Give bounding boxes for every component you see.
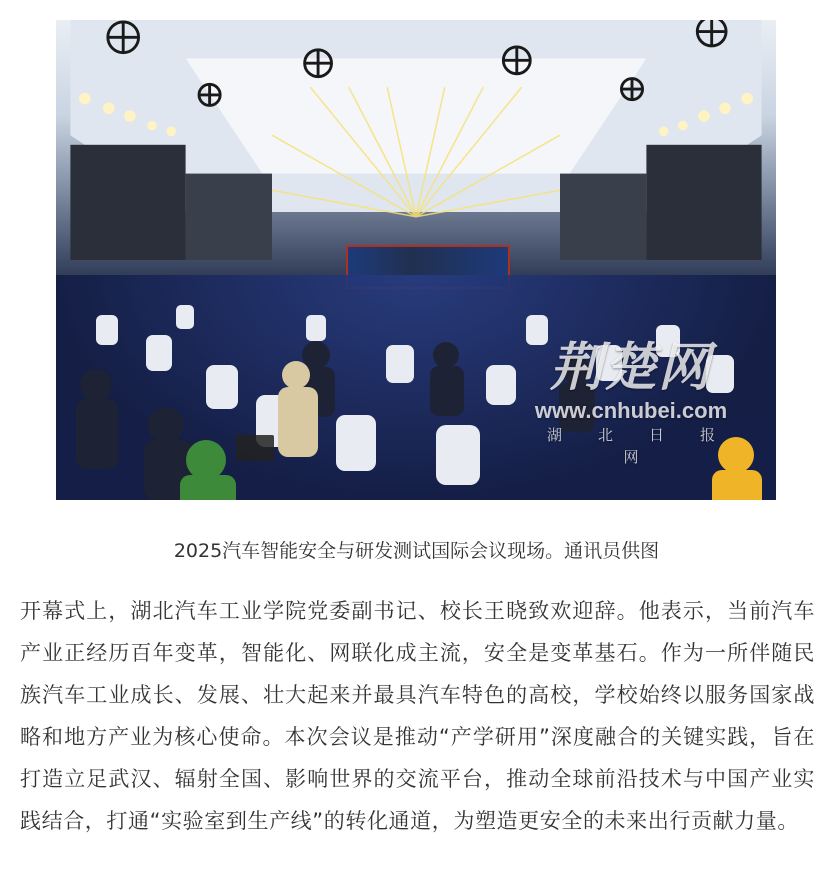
watermark-logo: 荆楚网 (549, 337, 712, 398)
article-paragraph: 开幕式上，湖北汽车工业学院党委副书记、校长王晓致欢迎辞。他表示，当前汽车产业正经历百年变革，智能化、网联化成主流，安全是变革基石。作为一所伴随民族汽车工业成长、发展、壮大起来并最具汽车特色的高校，学校始终以服务国家战略和地方产业为核心使命。本次会议是推动“产学研用”深度融合的关键实践，旨在打造立足武汉、辐射全国、影响世界的交流平台，推动全球前沿技术与中国产业实践结合，打通“实验室到生产线”的转化通道，为塑造更安全的未来出行贡献力量。 (20, 599, 815, 833)
watermark (496, 338, 766, 478)
watermark-subtitle: 湖北日报网 (546, 426, 751, 466)
photo-caption: 2025汽车智能安全与研发测试国际会议现场。通讯员供图 (173, 540, 660, 562)
watermark-url: www.cnhubei.com (534, 398, 728, 423)
conference-photo (56, 20, 776, 500)
ceiling-illustration (56, 20, 776, 260)
